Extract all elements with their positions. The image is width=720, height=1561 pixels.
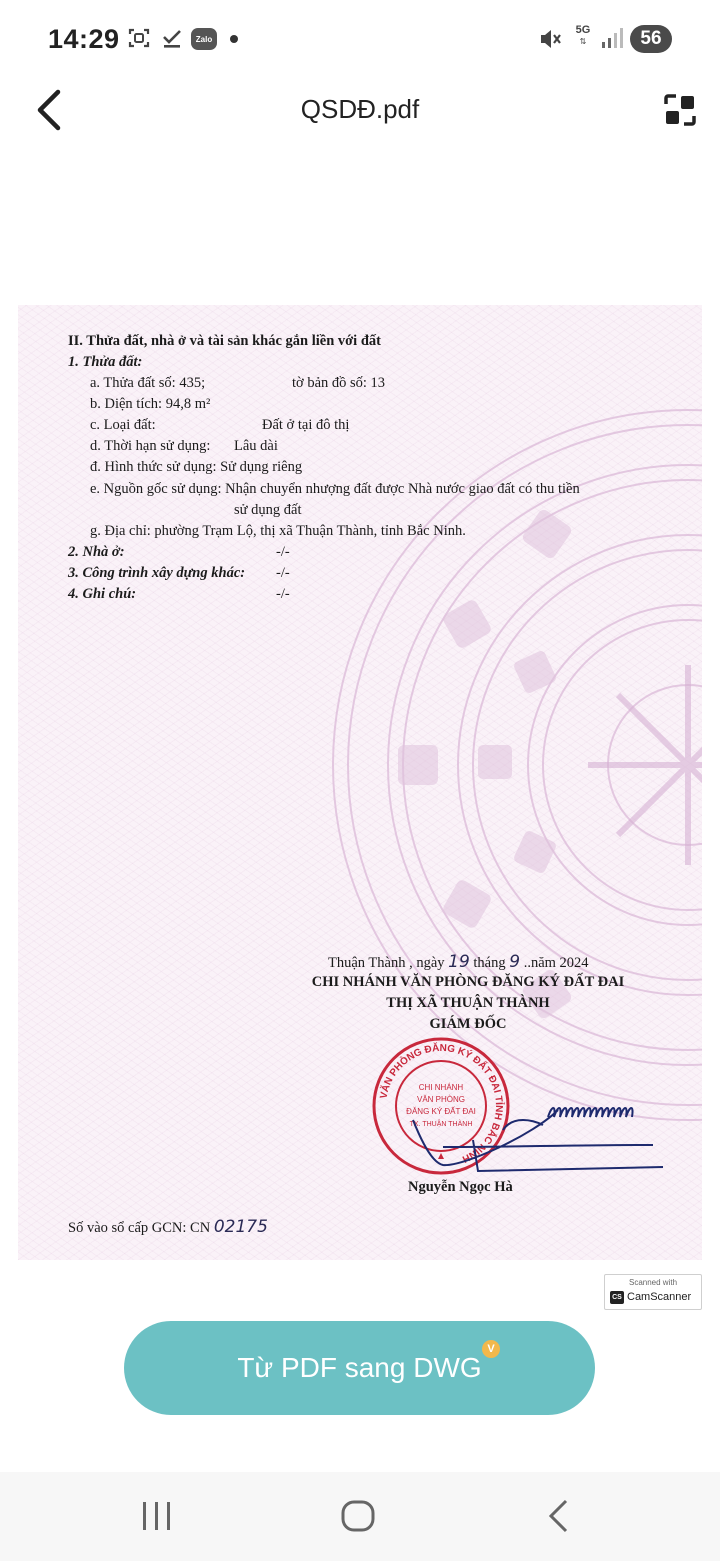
camscanner-caption: Scanned with (628, 1278, 678, 1287)
address: g. Địa chỉ: phường Trạm Lộ, thị xã Thuận Thành, tỉnh Bắc Ninh. (90, 523, 466, 539)
navigation-bar (0, 1472, 720, 1561)
section-title: II. Thửa đất, nhà ở và tài sản khác gắn liền với đất (68, 333, 381, 349)
area: b. Diện tích: 94,8 m² (90, 396, 211, 412)
seal-center-1: CHI NHÁNH (418, 1083, 464, 1092)
zalo-icon: Zalo (191, 28, 217, 50)
signature-icon (383, 1085, 683, 1175)
seal-center-3: ĐĂNG KÝ ĐẤT ĐAI (406, 1107, 476, 1116)
office-line-3: GIÁM ĐỐC (429, 1016, 507, 1032)
status-time: 14:29 (48, 24, 120, 54)
signer-name: Nguyễn Ngọc Hà (408, 1179, 513, 1195)
origin-line-2: sử dụng đất (234, 502, 302, 518)
notes-value: -/- (276, 586, 290, 602)
convert-icon[interactable] (662, 92, 698, 128)
mute-icon (537, 26, 563, 52)
camscanner-logo-icon: CS (610, 1291, 624, 1304)
home-icon[interactable] (338, 1496, 378, 1536)
camscanner-badge (604, 1274, 702, 1310)
seal-ring-text: VĂN PHÒNG ĐĂNG KÝ ĐẤT ĐAI TỈNH BẮC NINH (378, 1042, 505, 1165)
download-done-icon (160, 26, 184, 50)
date-month: 9 (509, 952, 521, 972)
land-type-label: c. Loại đất: (90, 417, 156, 433)
cert-book (68, 1217, 268, 1237)
date-prefix: Thuận Thành , ngày (328, 955, 445, 971)
pdf-to-dwg-label: Từ PDF sang DWG (237, 1352, 482, 1383)
other-works-label: 3. Công trình xây dựng khác: (68, 565, 246, 581)
seal-center-4: TX. THUẬN THÀNH (409, 1121, 473, 1128)
date-month-word: tháng (473, 955, 506, 971)
house-label: 2. Nhà ở: (68, 544, 125, 560)
notes-label: 4. Ghi chú: (68, 586, 137, 602)
nav-back-icon[interactable] (540, 1496, 580, 1536)
parcel-heading: 1. Thửa đất: (68, 354, 143, 370)
office-line-1: CHI NHÁNH VĂN PHÒNG ĐĂNG KÝ ĐẤT ĐAI (311, 974, 625, 990)
term-value: Lâu dài (234, 438, 278, 454)
vip-badge-icon: V (482, 1340, 500, 1358)
other-works-value: -/- (276, 565, 290, 581)
map-sheet: tờ bản đồ số: 13 (292, 375, 386, 391)
status-bar (0, 0, 720, 78)
usage-form: đ. Hình thức sử dụng: Sử dụng riêng (90, 459, 303, 475)
office-line-2: THỊ XÃ THUẬN THÀNH (386, 995, 550, 1011)
screenshot-icon (127, 26, 151, 50)
data-arrows-icon: ⇅ (579, 37, 587, 46)
network-5g-icon: 5G ⇅ (570, 24, 596, 52)
battery-indicator: 56 (630, 25, 672, 53)
house-value: -/- (276, 544, 290, 560)
camscanner-name: CamScanner (627, 1291, 692, 1303)
term-label: d. Thời hạn sử dụng: (90, 438, 211, 454)
top-bar (0, 78, 720, 144)
pdf-to-dwg-button[interactable] (124, 1321, 595, 1415)
parcel-number: a. Thửa đất số: 435; (90, 375, 206, 391)
cert-book-label: Số vào sổ cấp GCN: CN (68, 1220, 211, 1236)
document-title: QSDĐ.pdf (300, 94, 420, 124)
pdf-page[interactable] (18, 305, 702, 1260)
cert-book-number: 02175 (213, 1217, 268, 1237)
recent-apps-icon[interactable] (137, 1496, 177, 1536)
land-type-value: Đất ở tại đô thị (262, 417, 350, 433)
signal-icon (600, 26, 624, 50)
origin-line-1: e. Nguồn gốc sử dụng: Nhận chuyển nhượng đất được Nhà nước giao đất có thu tiền (90, 481, 580, 497)
date-day: 19 (448, 952, 470, 972)
notification-dot-icon (230, 35, 238, 43)
seal-center-2: VĂN PHÒNG (416, 1095, 466, 1104)
date-year: ..năm 2024 (523, 955, 589, 971)
date-line (328, 952, 589, 972)
